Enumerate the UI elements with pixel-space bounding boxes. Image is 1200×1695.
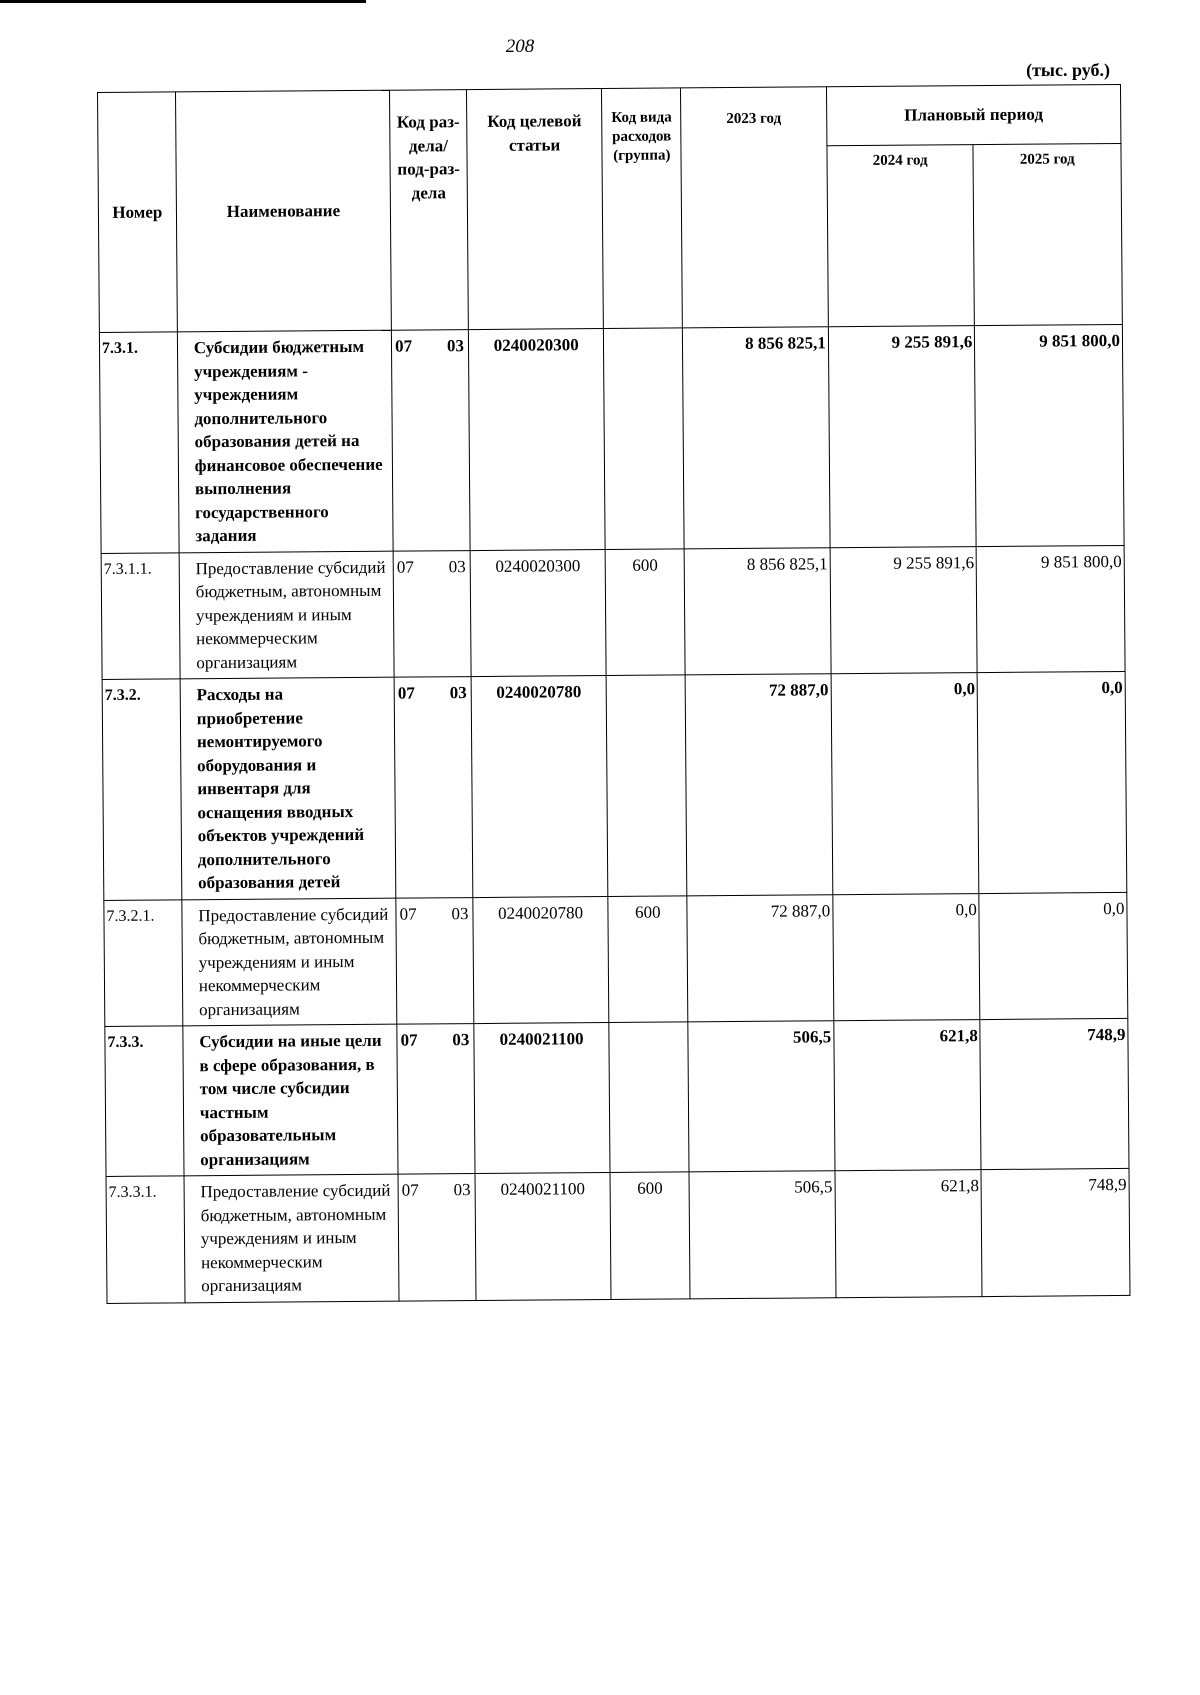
row-number: 7.3.3.1. [106, 1176, 185, 1303]
row-subsection-code: 03 [452, 1030, 470, 1050]
row-value-2024: 9 255 891,6 [828, 326, 976, 548]
budget-table [97, 84, 1130, 1304]
row-name: Субсидии бюджетным учреждениям - учреждениям дополнительного образования детей на финансовое обеспечение выполнения государственного задания [177, 330, 393, 552]
units-label: (тыс. руб.) [1026, 60, 1110, 80]
row-value-2023: 72 887,0 [685, 674, 832, 896]
row-name: Расходы на приобретение немонтируемого оборудования и инвентаря для оснащения вводных объектов учреждений дополнительного образования детей [180, 677, 396, 899]
row-section-code: 07 [401, 1180, 419, 1200]
row-number: 7.3.1. [99, 332, 179, 553]
table-row [105, 1018, 1129, 1176]
row-subsection-code: 03 [449, 683, 467, 703]
header-name: Наименование [175, 90, 391, 332]
row-expense-code [606, 675, 687, 896]
row-expense-code: 600 [608, 895, 688, 1022]
row-subsection-code: 03 [446, 336, 465, 356]
row-value-2024: 0,0 [833, 893, 981, 1021]
row-value-2025: 0,0 [977, 671, 1126, 893]
row-section-code: 07 [397, 683, 415, 703]
row-target-code: 0240020300 [468, 329, 605, 551]
header-row-1 [98, 84, 1121, 151]
row-value-2023: 8 856 825,1 [684, 547, 831, 675]
table-body [99, 324, 1130, 1303]
row-section-code: 07 [396, 557, 414, 577]
row-value-2023: 8 856 825,1 [683, 327, 830, 549]
row-target-code: 0240020300 [470, 549, 606, 677]
header-planning-period: Плановый период [826, 84, 1121, 145]
row-value-2023: 506,5 [688, 1021, 835, 1172]
row-target-code: 0240021100 [475, 1173, 611, 1301]
row-value-2025: 748,9 [981, 1168, 1130, 1296]
header-number: Номер [98, 92, 178, 333]
budget-table-wrapper [97, 84, 1130, 1304]
row-section [394, 677, 473, 898]
row-name: Предоставление субсидий бюджетным, автономным учреждениям и иным некоммерческим организациям [184, 1174, 399, 1302]
row-value-2024: 621,8 [835, 1170, 983, 1298]
row-value-2023: 506,5 [689, 1171, 836, 1299]
row-section-code: 07 [400, 1030, 418, 1050]
row-section [393, 550, 471, 677]
table-header [98, 84, 1123, 332]
row-value-2025: 9 851 800,0 [975, 324, 1124, 546]
row-expense-code: 600 [610, 1172, 690, 1299]
row-section [396, 897, 474, 1024]
header-section-code: Код раз-дела/ под-раз-дела [390, 90, 469, 331]
row-value-2025: 9 851 800,0 [976, 545, 1125, 673]
row-number: 7.3.1.1. [101, 552, 180, 679]
table-row [102, 671, 1127, 900]
table-row [106, 1168, 1130, 1303]
row-subsection-code: 03 [451, 903, 469, 923]
row-expense-code [609, 1022, 689, 1173]
row-section-code: 07 [395, 336, 413, 356]
row-subsection-code: 03 [453, 1180, 471, 1200]
row-target-code: 0240021100 [474, 1023, 611, 1174]
header-year-2024: 2024 год [827, 145, 975, 327]
row-value-2025: 748,9 [980, 1018, 1129, 1169]
row-value-2024: 0,0 [831, 673, 979, 895]
row-target-code: 0240020780 [471, 676, 608, 898]
row-number: 7.3.2. [102, 679, 182, 900]
row-value-2024: 9 255 891,6 [830, 546, 978, 674]
table-row [99, 324, 1124, 553]
row-value-2023: 72 887,0 [687, 894, 834, 1022]
row-expense-code: 600 [605, 548, 685, 675]
row-number: 7.3.2.1. [104, 899, 183, 1026]
header-year-2023: 2023 год [681, 87, 828, 328]
row-section [397, 1024, 475, 1175]
table-row [101, 545, 1125, 680]
row-subsection-code: 03 [448, 556, 466, 576]
row-name: Предоставление субсидий бюджетным, автономным учреждениям и иным некоммерческим организациям [182, 898, 397, 1026]
row-section [392, 330, 471, 551]
header-year-2025: 2025 год [973, 143, 1122, 325]
row-expense-code [604, 328, 685, 549]
page-number: 208 [505, 36, 535, 57]
table-row [104, 892, 1128, 1027]
header-expense-code: Код вида расходов (группа) [602, 88, 683, 329]
row-name: Предоставление субсидий бюджетным, автономным учреждениям и иным некоммерческим организациям [179, 551, 394, 679]
top-rule [0, 0, 366, 3]
row-value-2024: 621,8 [834, 1020, 982, 1171]
header-target-code: Код целевой статьи [466, 89, 603, 330]
row-target-code: 0240020780 [473, 896, 609, 1024]
row-value-2025: 0,0 [979, 892, 1128, 1020]
row-name: Субсидии на иные цели в сфере образования, в том числе субсидии частным образовательным организациям [183, 1024, 398, 1176]
row-number: 7.3.3. [105, 1026, 184, 1177]
row-section-code: 07 [399, 904, 417, 924]
row-section [398, 1174, 476, 1301]
